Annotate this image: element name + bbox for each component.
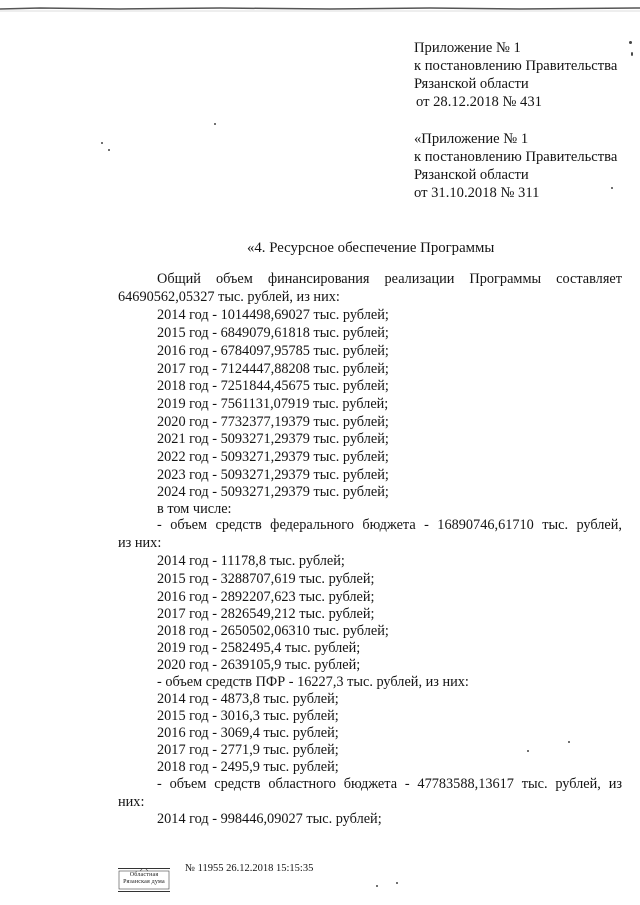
pfr-year-line: 2016 год - 3069,4 тыс. рублей; xyxy=(157,725,339,741)
header2-line-2: к постановлению Правительства xyxy=(414,149,618,165)
scan-speck xyxy=(631,52,633,56)
total-year-line: 2022 год - 5093271,29379 тыс. рублей; xyxy=(157,449,389,465)
total-year-line: 2014 год - 1014498,69027 тыс. рублей; xyxy=(157,307,389,323)
pfr-year-line: 2015 год - 3016,3 тыс. рублей; xyxy=(157,708,339,724)
scan-speck xyxy=(214,123,216,125)
scan-speck xyxy=(527,750,529,752)
scan-speck xyxy=(376,885,378,887)
header2-line-3: Рязанской области xyxy=(414,167,529,183)
federal-line-2: из них: xyxy=(118,535,162,551)
total-year-line: 2015 год - 6849079,61818 тыс. рублей; xyxy=(157,325,389,341)
intro-line-1: Общий объем финансирования реализации Программы составляет xyxy=(157,271,622,287)
section-title: «4. Ресурсное обеспечение Программы xyxy=(247,240,495,256)
federal-line-1: - объем средств федерального бюджета - 16890746,61710 тыс. рублей, xyxy=(157,517,622,533)
total-year-line: 2021 год - 5093271,29379 тыс. рублей; xyxy=(157,431,389,447)
registration-stamp xyxy=(118,868,170,892)
scan-speck xyxy=(396,882,398,884)
header1-line-3: Рязанской области xyxy=(414,76,529,92)
regional-line-2: них: xyxy=(118,794,145,810)
federal-year-line: 2014 год - 11178,8 тыс. рублей; xyxy=(157,553,345,569)
header1-line-1: Приложение № 1 xyxy=(414,40,521,56)
total-year-line: 2018 год - 7251844,45675 тыс. рублей; xyxy=(157,378,389,394)
federal-year-line: 2020 год - 2639105,9 тыс. рублей; xyxy=(157,657,361,673)
federal-year-line: 2016 год - 2892207,623 тыс. рублей; xyxy=(157,589,375,605)
header2-line-1: «Приложение № 1 xyxy=(414,131,529,147)
scan-speck xyxy=(568,741,570,743)
federal-year-line: 2018 год - 2650502,06310 тыс. рублей; xyxy=(157,623,389,639)
pfr-year-line: 2017 год - 2771,9 тыс. рублей; xyxy=(157,742,339,758)
total-year-line: 2020 год - 7732377,19379 тыс. рублей; xyxy=(157,414,389,430)
intro-line-2: 64690562,05327 тыс. рублей, из них: xyxy=(118,289,340,305)
regional-year-line: 2014 год - 998446,09027 тыс. рублей; xyxy=(157,811,382,827)
pfr-year-line: 2018 год - 2495,9 тыс. рублей; xyxy=(157,759,339,775)
total-year-line: 2016 год - 6784097,95785 тыс. рублей; xyxy=(157,343,389,359)
header1-line-2: к постановлению Правительства xyxy=(414,58,618,74)
header1-line-4: от 28.12.2018 № 431 xyxy=(416,94,542,110)
total-year-line: 2017 год - 7124447,88208 тыс. рублей; xyxy=(157,361,389,377)
pfr-year-line: 2014 год - 4873,8 тыс. рублей; xyxy=(157,691,339,707)
stamp-text: Областная Рязанская дума xyxy=(123,872,165,885)
total-year-line: 2024 год - 5093271,29379 тыс. рублей; xyxy=(157,484,389,500)
registration-footer: № 11955 26.12.2018 15:15:35 xyxy=(185,863,314,874)
regional-line-1: - объем средств областного бюджета - 47783588,13617 тыс. рублей, из xyxy=(157,776,622,792)
federal-year-line: 2019 год - 2582495,4 тыс. рублей; xyxy=(157,640,361,656)
scan-speck xyxy=(611,187,613,189)
total-year-line: 2023 год - 5093271,29379 тыс. рублей; xyxy=(157,467,389,483)
total-year-line: 2019 год - 7561131,07919 тыс. рублей; xyxy=(157,396,389,412)
federal-year-line: 2015 год - 3288707,619 тыс. рублей; xyxy=(157,571,375,587)
scan-top-edge xyxy=(0,0,640,6)
including-label: в том числе: xyxy=(157,501,232,517)
header2-line-4: от 31.10.2018 № 311 xyxy=(414,185,540,201)
scan-speck xyxy=(629,41,632,44)
federal-year-line: 2017 год - 2826549,212 тыс. рублей; xyxy=(157,606,375,622)
scan-speck xyxy=(101,142,103,144)
scan-speck xyxy=(108,149,110,151)
pfr-line: - объем средств ПФР - 16227,3 тыс. рублей, из них: xyxy=(157,674,469,690)
